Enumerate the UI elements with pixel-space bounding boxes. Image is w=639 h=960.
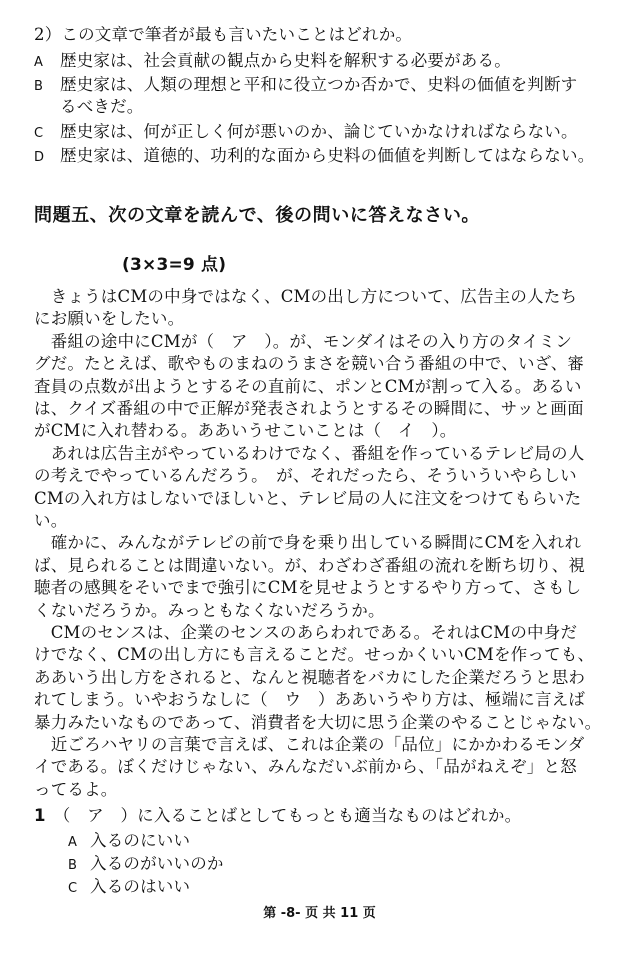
passage-line: ってるよ。	[34, 779, 118, 799]
passage-line: きょうはCMの中身ではなく、CMの出し方について、広告主の人たち	[34, 287, 578, 306]
option-text: 歴史家は、何が正しく何が悪いのか、論じていかなければならない。	[60, 122, 578, 141]
question1-prompt: （ ア ）に入ることばとしてもっとも適当なものはどれか。	[53, 806, 522, 825]
option-text: 歴史家は、人類の理想と平和に役立つか否かで、史料の価値を判断す	[60, 75, 578, 94]
question2-option	[34, 50, 511, 74]
question1-number: 1	[34, 806, 46, 825]
question1-prompt-line	[34, 805, 521, 827]
passage-line: くないだろうか。みっともなくないだろうか。	[34, 600, 385, 620]
passage-line: CMのセンスは、企業のセンスのあらわれである。それはCMの中身だ	[34, 623, 578, 642]
option-letter: C	[68, 881, 78, 896]
option-text: 入るのがいいのか	[90, 854, 224, 873]
question2-option	[34, 121, 578, 145]
passage-line: 近ごろハヤリの言葉で言えば、これは企業の「品位」にかかわるモンダ	[34, 735, 585, 754]
question2-prompt: 2）この文章で筆者が最も言いたいことはどれか。	[34, 25, 413, 44]
passage-line: は、クイズ番組の中で正解が発表されようとするその瞬間に、サッと画面	[34, 399, 584, 418]
passage-line: 暴力みたいなものであって、消費者を大切に思う企業のやることじゃない。	[34, 712, 602, 732]
question2-option	[34, 74, 577, 98]
page-footer: 第 -8- 页 共 11 页	[263, 906, 376, 921]
section5-heading: 問題五、次の文章を読んで、後の問いに答えなさい。	[34, 205, 481, 226]
option-letter: B	[68, 858, 78, 873]
passage-line: イである。ぼくだけじゃない、みんなだいぶ前から、「品がねえぞ」と怒	[34, 757, 577, 777]
section5-score: (3×3=9 点)	[122, 255, 227, 275]
question1-option	[68, 830, 190, 854]
passage-line: がCMに入れ替わる。ああいうせこいことは（ イ ）。	[34, 421, 457, 441]
passage-line: 聴者の感興をそいでまで強引にCMを見せようとするやり方って、さもし	[34, 578, 582, 598]
option-text: るべきだ。	[60, 97, 144, 116]
passage-line: にお願いをしたい。	[34, 309, 185, 329]
passage-line: 番組の途中にCMが（ ア ）。が、モンダイはその入り方のタイミン	[34, 331, 573, 351]
passage-line: あれは広告主がやっているわけでなく、番組を作っているテレビ局の人	[34, 443, 585, 463]
passage-line: い。	[34, 511, 68, 530]
passage-line: グだ。たとえば、歌やものまねのうまさを競い合う番組の中で、いざ、審	[34, 354, 585, 374]
passage-line: ば、見られることは間違いない。が、わざわざ番組の流れを断ち切り、視	[34, 555, 586, 575]
option-text: 歴史家は、道徳的、功利的な面から史料の価値を判断してはならない。	[60, 146, 595, 165]
option-letter: D	[34, 150, 45, 165]
passage-line: けでなく、CMの出し方にも言えることだ。せっかくいいCMを作っても、	[34, 645, 595, 665]
option-text: 入るのにいい	[90, 831, 191, 850]
option-letter: A	[68, 835, 78, 850]
question1-option	[68, 876, 190, 900]
option-text: 歴史家は、社会貢献の観点から史料を解釈する必要がある。	[60, 51, 511, 70]
question1-option	[68, 853, 224, 877]
passage-line: れてしまう。いやおうなしに（ ウ ）ああいうやり方は、極端に言えば	[34, 690, 586, 710]
option-letter: A	[34, 55, 44, 70]
option-letter: B	[34, 79, 44, 94]
passage-line: 確かに、みんながテレビの前で身を乗り出している瞬間にCMを入れれ	[34, 533, 582, 553]
passage-line: CMの入れ方はしないでほしいと、テレビ局の人に注文をつけてもらいた	[34, 488, 582, 508]
passage-line: の考えでやっているんだろう。 が、それだったら、そういういやらしい	[34, 466, 577, 486]
option-text: 入るのはいい	[90, 877, 191, 896]
question2-option	[34, 96, 144, 118]
passage-line: 査員の点数が出ようとするその直前に、ポンとCMが割って入る。あるい	[34, 376, 582, 396]
option-letter: C	[34, 126, 44, 141]
question2-option	[34, 145, 594, 169]
passage-line: ああいう出し方をされると、なんと視聴者をバカにした企業だろうと思わ	[34, 667, 586, 687]
